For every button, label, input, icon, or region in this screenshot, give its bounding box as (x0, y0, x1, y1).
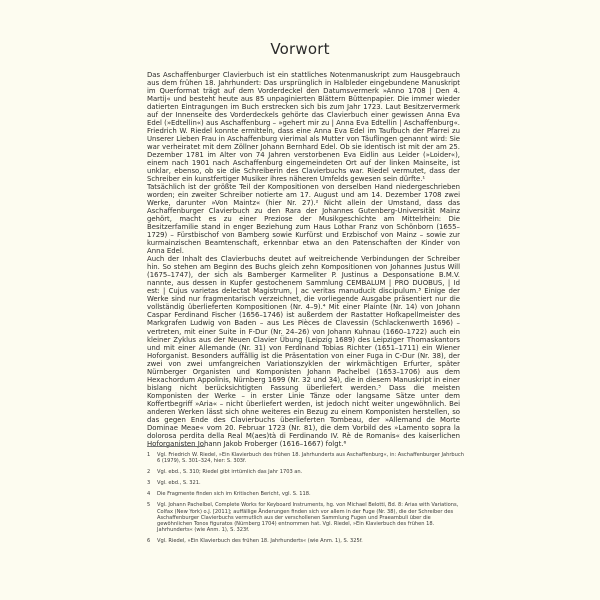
footnote-number: 6 (147, 538, 151, 545)
footnote-text: Vgl. Riedel, »Ein Klavierbuch des frühen 18. Jahrhunderts« (wie Anm. 1), S. 325f. (157, 538, 363, 545)
footnote (147, 469, 465, 475)
paragraph: Das Aschaffenburger Clavierbuch ist ein stattliches Notenmanuskript zum Hausgebrauch aus dem frühen 18. Jahrhundert: Das ursprünglich in Halbleder eingebundene Manuskript im Querformat trägt auf dem Vorderdeckel den Datumsvermerk »Anno 1708 | Den 4. Martij« und besteht heute aus 85 unpaginierten Blättern Büttenpapier. Die immer wieder datierten Eintragungen im Buch erstrecken sich bis zum Jahr 1723. Laut Besitzervermerk auf der Innenseite des Vorderdeckels gehörte das Clavierbuch einer gewissen Anna Eva Edel (»Edtellin«) aus Aschaffenburg – »gehert mir zu | Anna Eva Edtellin | Aschaffenburg«. Friedrich W. Riedel konnte ermitteln, dass eine Anna Eva Edel im Taufbuch der Pfarrei zu Unserer Lieben Frau in Aschaffenburg vierimal als Mutter von Täuflingen genannt wird: Sie war verheiratet mit dem Zöllner Johann Bernhard Edel. Ob sie identisch ist mit der am 25. Dezember 1781 im Alter von 74 Jahren verstorbenen Eva Eidlin aus Leider (»Loider«), einem nach 1901 nach Aschaffenburg eingemeindeten Ort auf der linken Mainseite, ist unklar, ebenso, ob sie die Schreiberin des Clavierbuchs war. Riedel vermutet, dass der Schreiber ein kunstfertiger Musiker ihres näheren Umfelds gewesen sein dürfte.¹ (147, 71, 460, 184)
preface-body (147, 71, 460, 448)
footnote-text: Vgl. Friedrich W. Riedel, »Ein Klavierbuch des frühen 18. Jahrhunderts aus Aschaffenburg«, in: Aschaffenburger Jahrbuch 6 (1979), S. 301–324, hier: S. 303f. (157, 452, 464, 465)
footnote-number: 2 (147, 469, 151, 476)
footnote-text: Vgl. ebd., S. 321. (157, 480, 201, 487)
paragraph: Auch der Inhalt des Clavierbuchs deutet auf weitreichende Verbindungen der Schreiber hin. So stehen am Beginn des Buchs gleich zehn Kompositionen von Johannes Justus Will (1675–1747), der sich als Bamberger Karmeliter P. Justinus a Desponsatione B.M.V. nannte, aus dessen in Kupfer gestochenem Sammlung CEMBALUM | PRO DUOBUS, | Id est: | Cujus varietas delectat Magistrum, | ac veritas manuducit discipulum.³ Einige der Werke sind nur fragmentarisch verzeichnet, die vorliegende Ausgabe präsentiert nur die vollständig überlieferten Kompositionen (Nr. 4–9).⁴ Mit einer Plainte (Nr. 14) von Johann Caspar Ferdinand Fischer (1656–1746) ist außerdem der Rastatter Hofkapellmeister des Markgrafen Ludwig von Baden – aus Les Pièces de Clavessin (Schlackenwerth 1696) – vertreten, mit einer Suite in F-Dur (Nr. 24–26) von Johann Kuhnau (1660–1722) auch ein kleiner Zyklus aus der Neuen Clavier Übung (Leipzig 1689) des Leipziger Thomaskantors und mit einer Allemande (Nr. 31) von Ferdinand Tobias Richter (1651–1711) ein Wiener Hoforganist. Besonders auffällig ist die Präsentation von einer Fuga in C-Dur (Nr. 38), der zwei von zwei umfangreichen Variationszyklen der wirkmächtigen Erfurter, später Nürnberger Organisten und Komponisten Johann Pachelbel (1653–1706) aus dem Hexachordum Appolinis, Nürnberg 1699 (Nr. 32 und 34), die in diesem Manuskript in einer bislang nicht berücksichtigten Fassung überliefert werden.⁵ Dass die meisten Komponisten der Werke – in erster Linie Tänze oder langsame Sätze unter dem Koffertbegriff »Aria« – nicht überliefert werden, ist jedoch nicht weiter ungewöhnlich. Bei anderen Werken lässt sich ohne weiteres ein Bezug zu einem Komponisten herstellen, so das gegen Ende des Clavierbuchs überlieferten Tombeau, der »Allemand de Morte Dominae Meae« vom 20. Februar 1723 (Nr. 81), die dem Vorbild des »Lamento sopra la dolorosa perdita della Real M(aes)tà di Ferdinando IV. Rè de Romanis« des kaiserlichen Hoforganisten Johann Jakob Froberger (1616–1667) folgt.⁶ (147, 255, 460, 448)
footnote-text: Vgl. ebd., S. 310; Riedel gibt irrtümlich das Jahr 1703 an. (157, 469, 303, 476)
footnote-number: 1 (147, 452, 151, 458)
footnote-number: 5 (147, 502, 151, 509)
footnote-number: 3 (147, 480, 151, 487)
footnote (147, 491, 465, 497)
footnotes (147, 452, 465, 549)
footnote-divider (147, 446, 205, 447)
footnote-text: Vgl. Johann Pachelbel, Complete Works for Keyboard Instruments, hg. von Michael Belotti, Bd. 8: Arias with Variations, Colfax (New York) o.J. [2011]; auffällige Änderungen finden sich vor allem in der Fuge (Nr. 38), die der Schreiber des Aschaffenburger Clavierbuchs vermutlich aus der verschollenen Sammlung Fugen und Praeambuli über die gewöhnlichen Tonos figuratos (Nürnberg 1704) entnommen hat. Vgl. Riedel, »Ein Klavierbuch des frühen 18. Jahrhunderts« (wie Anm. 1), S. 323f. (157, 502, 459, 533)
footnote (147, 502, 465, 533)
footnote (147, 538, 465, 544)
footnote (147, 480, 465, 486)
footnote-number: 4 (147, 491, 151, 498)
paragraph: Tatsächlich ist der größte Teil der Kompositionen von derselben Hand niedergeschrieben worden; ein zweiter Schreiber notierte am 17. August und am 14. Dezember 1708 zwei Werke, darunter »Von Maintz« (hier Nr. 27).² Nicht allein der Umstand, dass das Aschaffenburger Clavierbuch zu den Rara der Johannes Gutenberg-Universität Mainz gehört, macht es zu einer Preziose der Musikgeschichte am Mittelrhein: Die Besitzerfamilie stand in enger Beziehung zum Haus Lothar Franz von Schönborn (1655–1729) – Fürstbischof von Bamberg sowie Kurfürst und Erzbischof von Mainz – sowie zur kurmainzischen Beamtenschaft, erkennbar etwa an den Patenschaften der Kinder von Anna Edel. (147, 183, 460, 256)
footnote-text: Die Fragmente finden sich im Kritischen Bericht, vgl. S. 118. (157, 491, 311, 498)
footnote (147, 452, 465, 464)
page-title: Vorwort (270, 40, 330, 58)
